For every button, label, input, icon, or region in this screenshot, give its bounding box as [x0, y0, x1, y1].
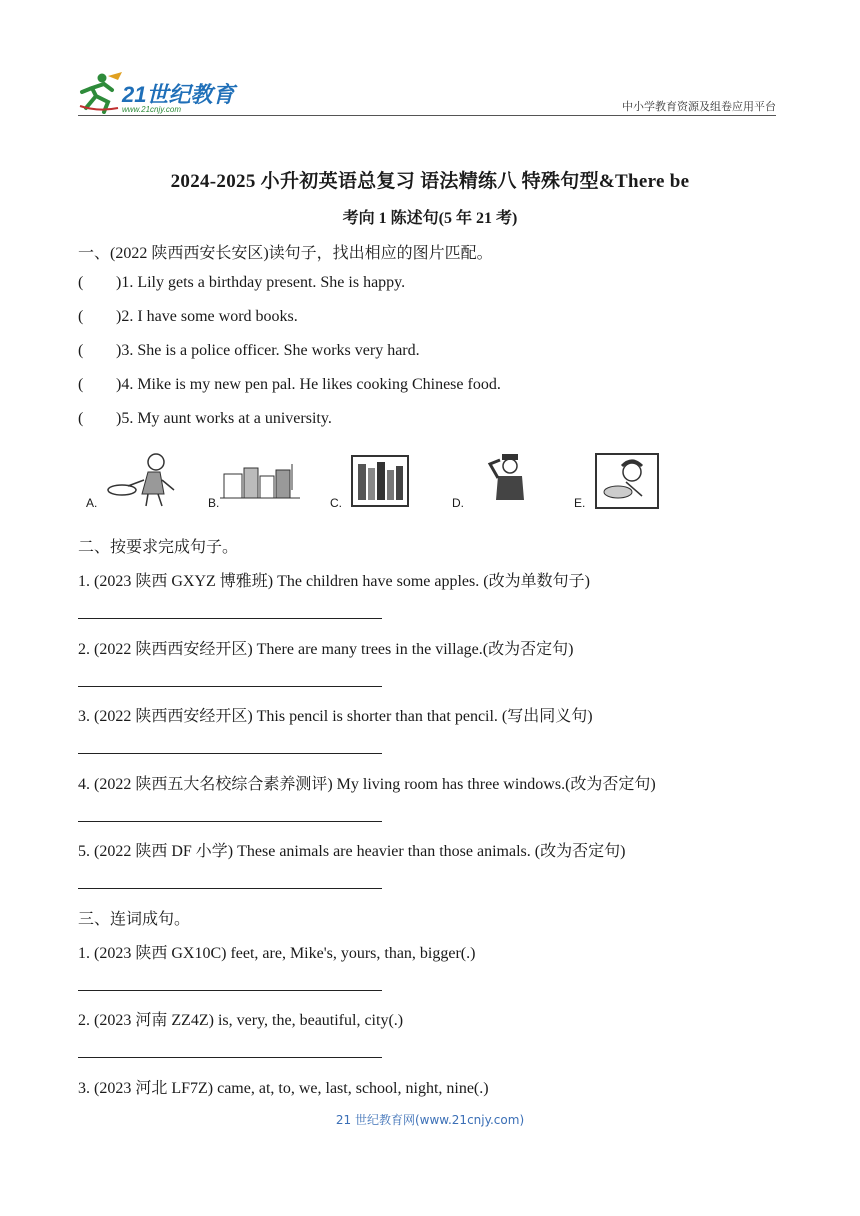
match-item-text: )5. My aunt works at a university. [116, 410, 332, 427]
page-title: 2024-2025 小升初英语总复习 语法精练八 特殊句型&There be [170, 171, 690, 192]
match-item-text: )2. I have some word books. [116, 308, 298, 325]
section2-heading: 二、按要求完成句子。 [78, 539, 239, 556]
question-item: 2. (2023 河南 ZZ4Z) is, very, the, beautiful, city(.) [78, 1012, 404, 1029]
answer-line[interactable] [78, 753, 382, 754]
cooking-boy-icon [98, 450, 188, 510]
answer-line[interactable] [78, 618, 382, 619]
picture-b [208, 450, 308, 512]
answer-paren[interactable]: ( [78, 274, 84, 291]
match-item [78, 376, 501, 394]
match-item [78, 274, 405, 292]
header-divider [78, 115, 776, 116]
picture-a [86, 450, 186, 512]
picture-row [78, 450, 678, 512]
page-header [78, 64, 776, 116]
site-logo [78, 68, 248, 114]
match-item [78, 308, 298, 326]
picture-label: B. [208, 496, 220, 510]
match-item-text: )4. Mike is my new pen pal. He likes cooking Chinese food. [116, 376, 501, 393]
picture-label: C. [330, 496, 342, 510]
logo-url-text: www.21cnjy.com [122, 105, 181, 114]
runner-icon [78, 68, 248, 114]
answer-line[interactable] [78, 990, 382, 991]
answer-paren[interactable]: ( [78, 410, 84, 427]
picture-e [574, 450, 674, 512]
question-item: 2. (2022 陕西西安经开区) There are many trees in the village.(改为否定句) [78, 641, 574, 658]
section1-heading: 一、(2022 陕西西安长安区)读句子，找出相应的图片匹配。 [78, 245, 493, 262]
platform-label: 中小学教育资源及组卷应用平台 [622, 100, 776, 113]
answer-paren[interactable]: ( [78, 308, 84, 325]
page-footer: 21 世纪教育网(www.21cnjy.com) [335, 1113, 525, 1127]
campus-buildings-icon [220, 460, 300, 510]
page-subtitle: 考向 1 陈述句(5 年 21 考) [342, 210, 518, 227]
answer-paren[interactable]: ( [78, 376, 84, 393]
question-item: 1. (2023 陕西 GXYZ 博雅班) The children have some apples. (改为单数句子) [78, 573, 590, 590]
picture-label: A. [86, 496, 98, 510]
match-item-text: )3. She is a police officer. She works very hard. [116, 342, 420, 359]
answer-paren[interactable]: ( [78, 342, 84, 359]
match-item-text: )1. Lily gets a birthday present. She is happy. [116, 274, 406, 291]
answer-line[interactable] [78, 888, 382, 889]
answer-line[interactable] [78, 1057, 382, 1058]
question-item: 5. (2022 陕西 DF 小学) These animals are heavier than those animals. (改为否定句) [78, 843, 626, 860]
police-officer-icon [480, 452, 540, 502]
question-item: 3. (2023 河北 LF7Z) came, at, to, we, last, school, night, nine(.) [78, 1080, 489, 1097]
answer-line[interactable] [78, 686, 382, 687]
match-item [78, 342, 420, 360]
picture-label: D. [452, 496, 464, 510]
match-item [78, 410, 332, 428]
question-item: 1. (2023 陕西 GX10C) feet, are, Mike's, yours, than, bigger(.) [78, 945, 476, 962]
bookshelf-icon [350, 454, 410, 508]
question-item: 4. (2022 陕西五大名校综合素养测评) My living room has three windows.(改为否定句) [78, 776, 656, 793]
logo-text: 21世纪教育 [122, 82, 235, 107]
question-item: 3. (2022 陕西西安经开区) This pencil is shorter than that pencil. (写出同义句) [78, 708, 593, 725]
section3-heading: 三、连词成句。 [78, 911, 191, 928]
picture-label: E. [574, 496, 586, 510]
picture-c [330, 450, 430, 512]
eating-girl-icon [594, 452, 660, 510]
answer-line[interactable] [78, 821, 382, 822]
picture-d [452, 450, 552, 512]
